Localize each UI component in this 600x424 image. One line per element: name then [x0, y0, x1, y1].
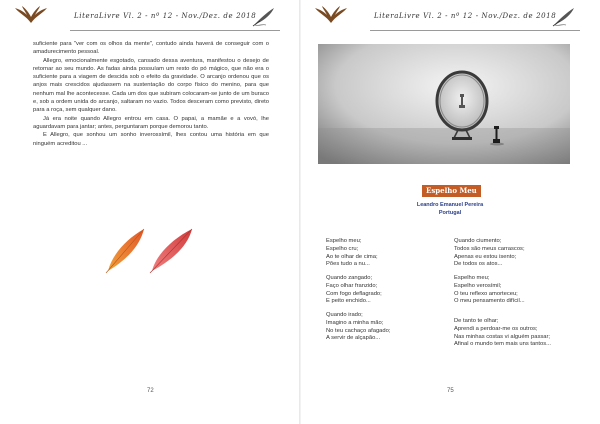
poem-line: Pões tudo a nu... [326, 261, 370, 268]
mirror-photo [318, 44, 570, 164]
poem-line: Nas minhas costas vi alguém passar; [454, 333, 551, 340]
poem-line: Ao te olhar de cima; [326, 253, 378, 260]
phoenix-icon [14, 6, 48, 26]
poem-title: Espelho Meu [422, 185, 481, 197]
poem-line: Todos são meus carrascos; [454, 245, 525, 252]
page-header [0, 4, 300, 30]
paragraph: Já era noite quando Allegro entrou em casa. O papai, a mamãe e a vovó, lhe aguardavam para jantar; antes, perguntaram porque demorou tanto. [33, 115, 269, 130]
page-number: 72 [147, 388, 154, 394]
paragraph: Allegro, emocionalmente esgotado, cansado dessa aventura, manifestou o desejo de retornar ao seu mundo. As fadas ainda possuíam um resto do pó mágico, que não era o suficiente para a viagem de descida sob o efeito da gravidade. O arcanjo ordenou que os anjos mais crescidos ajudassem na sustentação do corpo físico do menino, para que nenhum mal lhe acontecesse. Cada um dos que subiram colocaram-se junto de um buraco e, sob a ordem unida do arcanjo, saltaram no vazio. Todos desceram como previsto, direto para a roça, sem qualquer dano. [33, 57, 269, 114]
page-header [300, 4, 600, 30]
header-rule [370, 30, 580, 31]
poem-line: No teu cachaço afagado; [326, 327, 391, 334]
poem-country: Portugal [438, 210, 462, 216]
poem-stanza [454, 318, 551, 349]
paragraph: E Allegro, que sonhou um sonho inverossímil, lhes contou uma história em que ninguém acreditou ... [33, 132, 269, 147]
story-text [33, 40, 269, 148]
page-number: 75 [447, 388, 454, 394]
poem-line: E peito enchido... [326, 298, 371, 305]
poem-line: O meu pensamento difícil... [454, 298, 525, 305]
quill-icon [552, 7, 576, 27]
feathers-illustration [100, 225, 200, 275]
header-title: LiteraLivre Vl. 2 - nº 12 - Nov./Dez. de 2018 [374, 12, 557, 20]
header-rule [70, 30, 280, 31]
poem-line: Espelho verosímil; [454, 282, 502, 289]
poem-byline [380, 201, 520, 217]
poem-stanza [326, 238, 378, 269]
phoenix-icon [314, 6, 348, 26]
poem-line: Espelho cru; [326, 245, 359, 252]
header-title: LiteraLivre Vl. 2 - nº 12 - Nov./Dez. de 2018 [74, 12, 257, 20]
poem-line: Aprendi a perdoar-me os outros; [454, 325, 538, 332]
poem-line: Quando irado; [326, 312, 363, 318]
poem-stanza [326, 312, 390, 343]
poem-author: Leandro Emanuel Pereira [416, 202, 484, 208]
poem-line: Espelho meu; [326, 238, 362, 244]
poem-stanza [454, 275, 525, 306]
paragraph: suficiente para "ver com os olhos da mente", contudo ainda haverá de conseguir com o amadurecimento pessoal. [33, 41, 269, 56]
poem-line: De tanto te olhar; [454, 318, 499, 324]
poem-stanza [326, 275, 382, 306]
poem-stanza [454, 238, 525, 269]
poem-line: Quando zangado; [326, 275, 373, 281]
poem-line: Quando ciumento; [454, 238, 502, 244]
poem-line: Apenas eu estou isento; [454, 253, 517, 260]
poem-line: Faço olhar franzido; [326, 282, 378, 289]
quill-icon [252, 7, 276, 27]
poem-line: Com fogo deflagrado; [326, 290, 382, 297]
poem-line: Espelho meu; [454, 275, 490, 281]
poem-line: Afinal o mundo tem mais uns tantos... [454, 341, 551, 348]
poem-line: A servir de alçapão... [326, 335, 381, 342]
poem-line: De todos os atos... [454, 261, 503, 268]
book-spine [299, 0, 301, 424]
poem-line: Imagino a minha mão; [326, 319, 384, 326]
poem-line: O teu reflexo amorteceu; [454, 290, 518, 297]
